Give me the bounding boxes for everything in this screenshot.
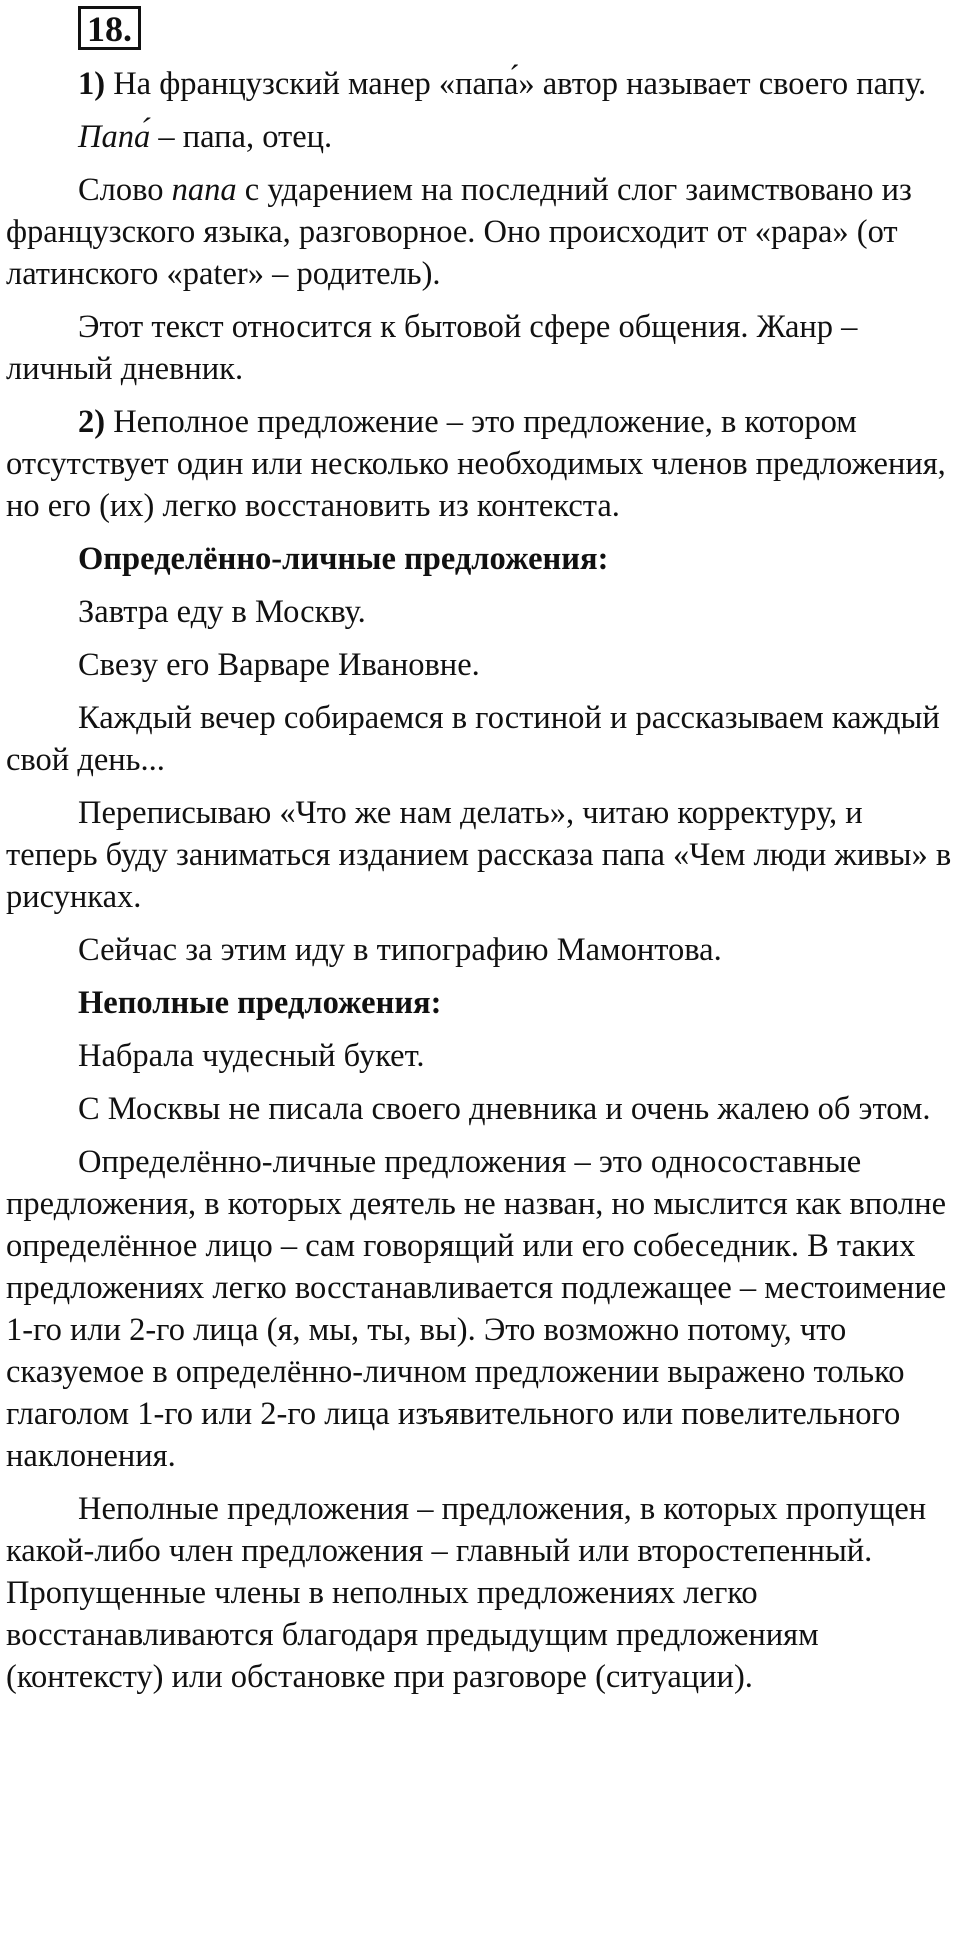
section-1-number: 1) xyxy=(78,66,106,102)
definition-paragraph xyxy=(6,116,956,158)
definition-text: – папа, отец. xyxy=(150,119,333,155)
section-2-number: 2) xyxy=(78,404,106,440)
incomplete-heading: Неполные предложения: xyxy=(78,985,442,1021)
explanation-definite-personal: Определённо-личные предложения – это односоставные предложения, в которых деятель не назван, но мыслится как вполне определённое лицо – сам говорящий или его собеседник. В таких предложениях легко восстанавливается подлежащее – местоимение 1-го или 2-го лица (я, мы, ты, вы). Это возможно потому, что сказуемое в определённо-личном предложении выражено только глаголом 1-го или 2-го лица изъявительного или повелительного наклонения. xyxy=(6,1144,947,1474)
example-incomplete-1: Набрала чудесный букет. xyxy=(78,1038,425,1074)
example-definite-1: Завтра еду в Москву. xyxy=(78,594,366,630)
task-header xyxy=(6,6,960,50)
section-2-intro xyxy=(6,401,956,527)
origin-word: папа xyxy=(171,172,237,208)
section-1-intro xyxy=(6,63,956,105)
example-definite-2: Свезу его Варваре Ивановне. xyxy=(78,647,480,683)
definition-word: Папа́ xyxy=(78,119,151,155)
explanation-incomplete: Неполные предложения – предложения, в которых пропущен какой-либо член предложения – главный или второстепенный. Пропущенные члены в неполных предложениях легко восстанавливаются благодаря предыдущим предложениям (контексту) или обстановке при разговоре (ситуации). xyxy=(6,1491,927,1695)
example-definite-3: Каждый вечер собираемся в гостиной и рассказываем каждый свой день... xyxy=(6,700,940,778)
section-1-text: На французский манер «папа́» автор называет своего папу. xyxy=(105,66,927,102)
example-definite-4: Переписываю «Что же нам делать», читаю корректуру, и теперь буду заниматься изданием рассказа папа «Чем люди живы» в рисунках. xyxy=(6,795,952,915)
example-incomplete-2: С Москвы не писала своего дневника и очень жалею об этом. xyxy=(78,1091,931,1127)
origin-prefix: Слово xyxy=(78,172,172,208)
origin-text: с ударением на последний слог заимствовано из французского языка, разговорное. Оно происходит от «papa» (от латинского «pater» – родитель). xyxy=(6,172,912,292)
section-2-text: Неполное предложение – это предложение, в котором отсутствует один или несколько необходимых членов предложения, но его (их) легко восстановить из контекста. xyxy=(6,404,946,524)
genre-paragraph: Этот текст относится к бытовой сфере общения. Жанр – личный дневник. xyxy=(6,309,858,387)
definite-personal-heading: Определённо-личные предложения: xyxy=(78,541,609,577)
origin-paragraph xyxy=(6,169,956,295)
example-definite-5: Сейчас за этим иду в типографию Мамонтова. xyxy=(78,932,722,968)
task-number-box: 18. xyxy=(78,6,141,50)
